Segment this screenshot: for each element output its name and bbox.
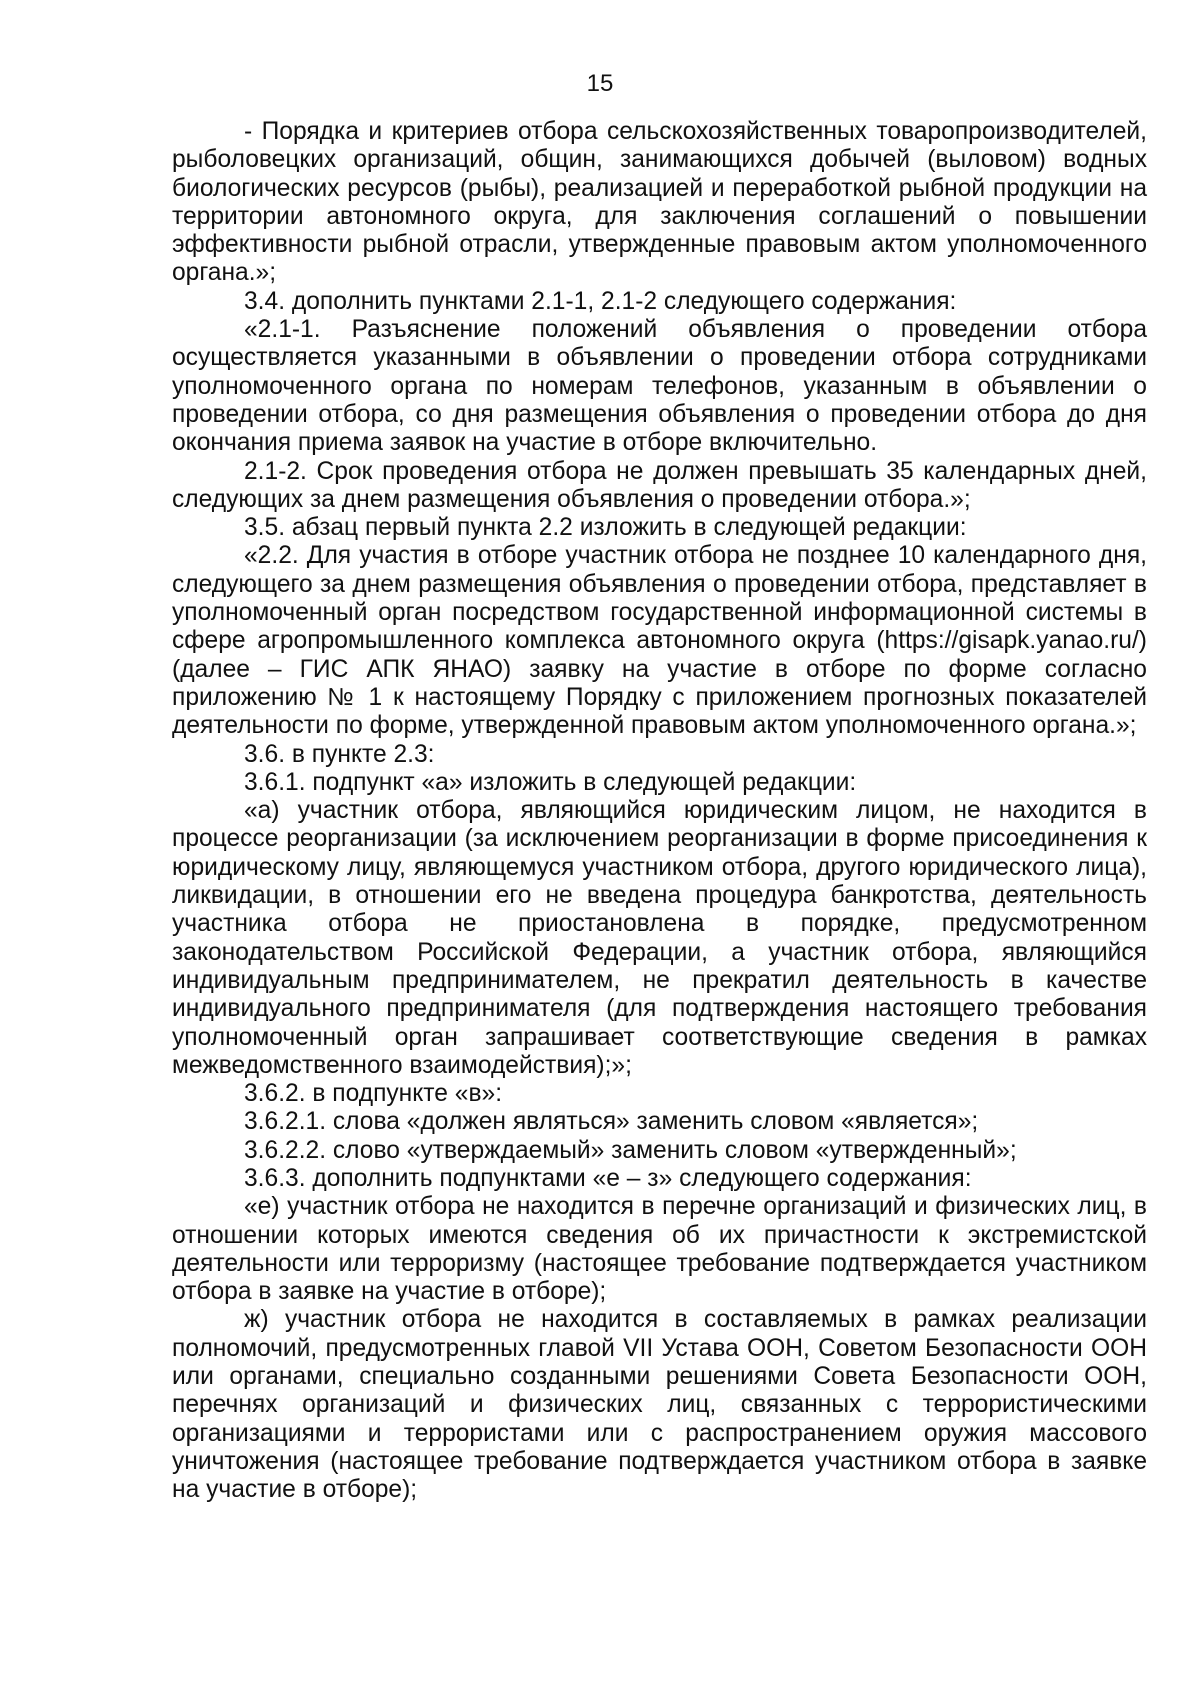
paragraph-order-criteria: - Порядка и критериев отбора сельскохозяйственных товаропроизводителей, рыболовецких организаций, общин, занимающихся добычей (выловом) водных биологических ресурсов (рыбы), реализацией и переработкой рыбной продукции на территории автономного округа, для заключения соглашений о повышении эффективности рыбной отрасли, утвержденные правовым актом уполномоченного органа.»; <box>172 118 1147 287</box>
paragraph-3-6-1: 3.6.1. подпункт «а» изложить в следующей редакции: <box>244 768 857 796</box>
paragraph-3-6-2: 3.6.2. в подпункте «в»: <box>244 1080 503 1108</box>
paragraph-2-1-1: «2.1-1. Разъяснение положений объявления о проведении отбора осуществляется указанными в объявлении о проведении отбора сотрудниками уполномоченного органа по номерам телефонов, указанным в объявлении о проведении отбора, со дня размещения объявления о проведении отбора до дня окончания приема заявок на участие в отборе включительно. <box>172 316 1147 457</box>
paragraph-2-1-2: 2.1-2. Срок проведения отбора не должен превышать 35 календарных дней, следующих за днем размещения объявления о проведении отбора.»; <box>172 457 1147 513</box>
paragraph-3-4: 3.4. дополнить пунктами 2.1-1, 2.1-2 следующего содержания: <box>244 287 957 315</box>
paragraph-3-6-2-1: 3.6.2.1. слова «должен являться» заменить словом «является»; <box>244 1108 979 1136</box>
paragraph-subitem-zh: ж) участник отбора не находится в составляемых в рамках реализации полномочий, предусмотренных главой VII Устава ООН, Советом Безопасности ООН или органами, специально созданными решениями Совета Безопасности ООН, перечнях организаций и физических лиц, связанных с террористическими организациями и террористами или с распространением оружия массового уничтожения (настоящее требование подтверждается участником отбора в заявке на участие в отборе); <box>172 1306 1147 1504</box>
paragraph-3-6-2-2: 3.6.2.2. слово «утверждаемый» заменить словом «утвержденный»; <box>244 1136 1017 1164</box>
paragraph-3-6-3: 3.6.3. дополнить подпунктами «е – з» следующего содержания: <box>244 1164 972 1192</box>
paragraph-subitem-a: «а) участник отбора, являющийся юридическим лицом, не находится в процессе реорганизации (за исключением реорганизации в форме присоединения к юридическому лицу, являющемуся участником отбора, другого юридического лица), ликвидации, в отношении его не введена процедура банкротства, деятельность участника отбора не приостановлена в порядке, предусмотренном законодательством Российской Федерации, а участник отбора, являющийся индивидуальным предпринимателем, не прекратил деятельность в качестве индивидуального предпринимателя (для подтверждения настоящего требования уполномоченный орган запрашивает соответствующие сведения в рамках межведомственного взаимодействия);»; <box>172 797 1147 1079</box>
paragraph-3-5: 3.5. абзац первый пункта 2.2 изложить в следующей редакции: <box>244 514 967 542</box>
document-body <box>172 118 1147 1505</box>
paragraph-3-6: 3.6. в пункте 2.3: <box>244 740 435 768</box>
paragraph-2-2: «2.2. Для участия в отборе участник отбора не позднее 10 календарного дня, следующего за днем размещения объявления о проведении отбора, представляет в уполномоченный орган посредством государственной информационной системы в сфере агропромышленного комплекса автономного округа (https://gisapk.yanao.ru/) (далее – ГИС АПК ЯНАО) заявку на участие в отборе по форме согласно приложению № 1 к настоящему Порядку с приложением прогнозных показателей деятельности по форме, утвержденной правовым актом уполномоченного органа.»; <box>172 542 1147 740</box>
paragraph-subitem-e: «е) участник отбора не находится в перечне организаций и физических лиц, в отношении которых имеются сведения об их причастности к экстремистской деятельности или терроризму (настоящее требование подтверждается участником отбора в заявке на участие в отборе); <box>172 1193 1147 1306</box>
page-number: 15 <box>586 70 614 97</box>
